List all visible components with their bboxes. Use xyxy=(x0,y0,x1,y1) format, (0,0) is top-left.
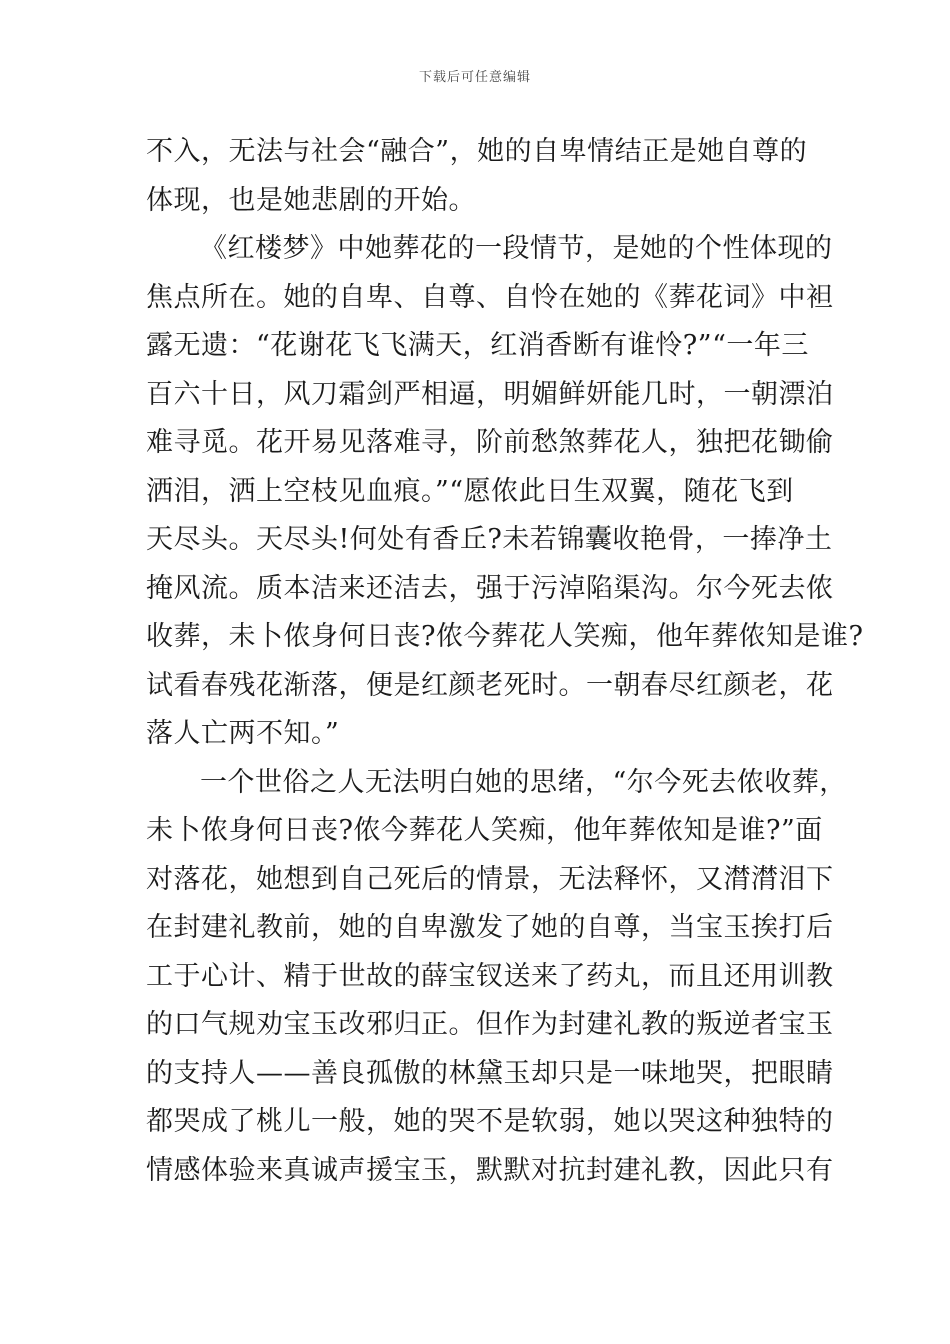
text-line: 露无遗：“花谢花飞飞满天，红消香断有谁怜?”“一年三 xyxy=(146,330,809,361)
text-line: 情感体验来真诚声援宝玉，默默对抗封建礼教，因此只有 xyxy=(146,1154,834,1186)
text-line: 体现，也是她悲剧的开始。 xyxy=(146,184,476,216)
text-line: 在封建礼教前，她的自卑激发了她的自尊，当宝玉挨打后 xyxy=(146,912,834,943)
text-line: 工于心计、精于世故的薛宝钗送来了药丸，而且还用训教 xyxy=(146,960,834,992)
text-line: 都哭成了桃儿一般，她的哭不是软弱，她以哭这种独特的 xyxy=(146,1106,834,1137)
text-line: 难寻觅。花开易见落难寻，阶前愁煞葬花人，独把花锄偷 xyxy=(146,427,834,458)
text-line: 一个世俗之人无法明白她的思绪，“尔今死去侬收葬， xyxy=(200,766,847,798)
text-line: 试看春残花渐落，便是红颜老死时。一朝春尽红颜老，花 xyxy=(146,669,834,701)
text-line: 的口气规劝宝玉改邪归正。但作为封建礼教的叛逆者宝玉 xyxy=(146,1009,834,1040)
text-line: 掩风流。质本洁来还洁去，强于污淖陷渠沟。尔今死去侬 xyxy=(146,572,834,604)
text-line: 百六十日，风刀霜剑严相逼，明媚鲜妍能几时，一朝漂泊 xyxy=(146,378,834,410)
text-line: 收葬，未卜侬身何日丧?侬今葬花人笑痴，他年葬侬知是谁? xyxy=(146,621,864,652)
header-text: 下载后可任意编辑 xyxy=(418,70,531,85)
page-header xyxy=(0,66,950,85)
text-line: 不入，无法与社会“融合”，她的自卑情结正是她自尊的 xyxy=(146,136,808,167)
text-line: 的支持人——善良孤傲的林黛玉却只是一味地哭，把眼睛 xyxy=(146,1057,834,1089)
text-line: 对落花，她想到自己死后的情景，无法释怀，又潸潸泪下 xyxy=(146,863,834,895)
text-line: 天尽头。天尽头!何处有香丘?未若锦囊收艳骨，一捧净土 xyxy=(146,524,833,555)
document-body xyxy=(146,128,864,1195)
text-line: 《红楼梦》中她葬花的一段情节，是她的个性体现的 xyxy=(200,233,833,264)
text-line: 洒泪，洒上空枝见血痕。”“愿侬此日生双翼，随花飞到 xyxy=(146,475,794,507)
text-line: 未卜侬身何日丧?侬今葬花人笑痴，他年葬侬知是谁?”面 xyxy=(146,815,823,846)
text-line: 落人亡两不知。” xyxy=(146,718,340,749)
text-line: 焦点所在。她的自卑、自尊、自怜在她的《葬花词》中袒 xyxy=(146,281,834,313)
